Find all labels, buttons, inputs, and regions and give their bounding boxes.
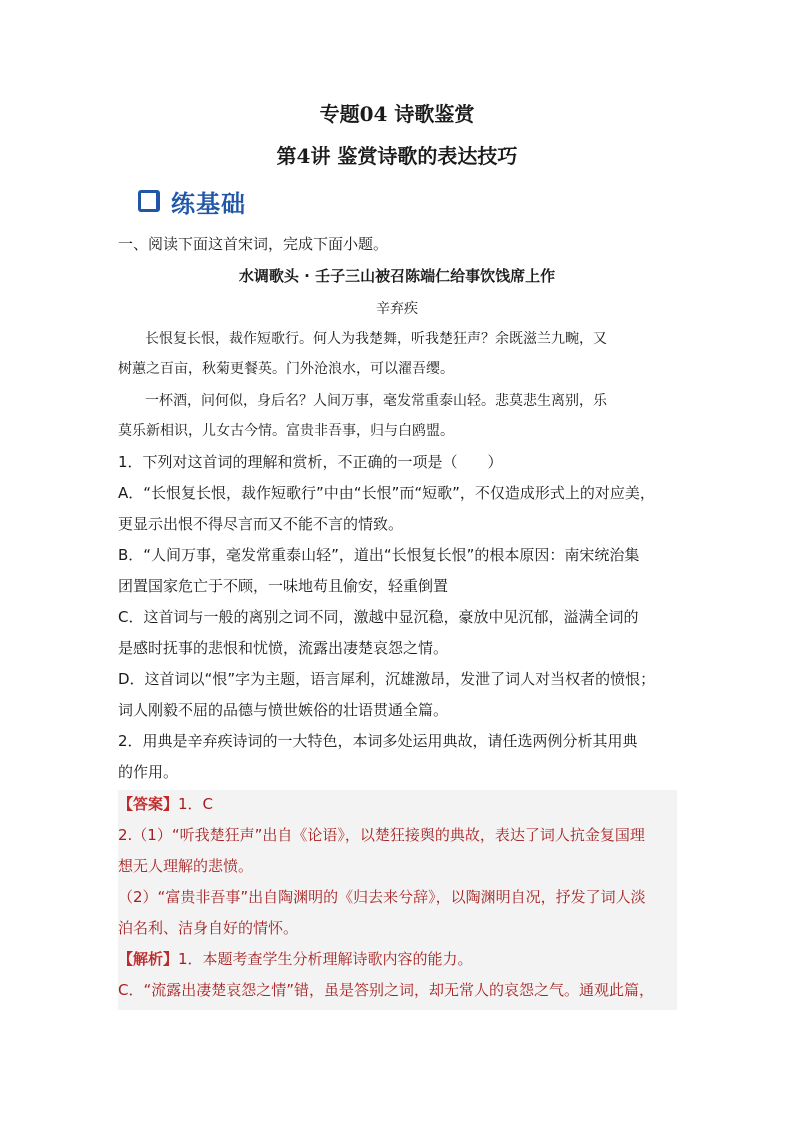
book-icon <box>137 189 161 213</box>
analysis-line <box>118 949 678 969</box>
option-d-cont: 词人刚毅不屈的品德与愤世嫉俗的壮语贯通全篇。 <box>118 701 449 719</box>
section-label: 练基础 <box>171 189 246 218</box>
option-a-cont: 更显示出恨不得尽言而又不能不言的情致。 <box>118 515 404 533</box>
answer-2-line-cont: 想无人理解的悲愤。 <box>118 857 254 875</box>
option-b-cont: 团置国家危亡于不顾，一味地苟且偷安，轻重倒置 <box>118 577 449 595</box>
analysis-tag: 【解析】 <box>118 950 179 968</box>
answer-2b-line: （2）“富贵非吾事”出自陶渊明的《归去来兮辞》，以陶渊明自况，抒发了词人淡 <box>118 888 646 906</box>
option-b: B．“人间万事，毫发常重泰山轻”，道出“长恨复长恨”的根本原因：南宋统治集 <box>118 546 640 564</box>
option-a: A．“长恨复长恨，裁作短歌行”中由“长恨”而“短歌”，不仅造成形式上的对应美， <box>118 484 655 502</box>
question-intro: 一、阅读下面这首宋词，完成下面小题。 <box>118 235 389 253</box>
poem-line: 长恨复长恨，裁作短歌行。何人为我楚舞，听我楚狂声？余既滋兰九畹，又 <box>145 331 607 347</box>
doc-subtitle: 第4讲 鉴赏诗歌的表达技巧 <box>276 144 518 168</box>
answer-2b-line-cont: 泊名利、洁身自好的情怀。 <box>118 919 299 937</box>
poem-line: 莫乐新相识，儿女古今情。富贵非吾事，归与白鸥盟。 <box>118 423 454 439</box>
answer-line <box>118 794 678 814</box>
poem-line: 一杯酒，问何似，身后名？人间万事，毫发常重泰山轻。悲莫悲生离别，乐 <box>145 393 607 409</box>
question-1-stem: 1．下列对这首词的理解和赏析，不正确的一项是（ ） <box>118 453 503 471</box>
analysis-line-2: C．“流露出凄楚哀怨之情”错，虽是答别之词，却无常人的哀怨之气。通观此篇， <box>118 981 655 999</box>
option-d: D．这首词以“恨”字为主题，语言犀利，沉雄激昂，发泄了词人对当权者的愤恨； <box>118 670 656 688</box>
analysis-1: 1．本题考查学生分析理解诗歌内容的能力。 <box>178 950 473 968</box>
answer-1: 1．C <box>178 795 214 813</box>
doc-title: 专题04 诗歌鉴赏 <box>319 102 475 126</box>
answer-tag: 【答案】 <box>118 795 179 813</box>
section-header <box>137 184 246 218</box>
poem-line: 树蕙之百亩，秋菊更餐英。门外沧浪水，可以濯吾缨。 <box>118 361 454 377</box>
poem-title: 水调歌头 · 壬子三山被召陈端仁给事饮饯席上作 <box>238 267 556 285</box>
question-2-stem-cont: 的作用。 <box>118 763 179 781</box>
option-c: C．这首词与一般的离别之词不同，激越中显沉稳，豪放中见沉郁，溢满全词的 <box>118 608 639 626</box>
poem-author: 辛弃疾 <box>376 301 418 317</box>
question-2-stem: 2．用典是辛弃疾诗词的一大特色，本词多处运用典故，请任选两例分析其用典 <box>118 732 638 750</box>
option-c-cont: 是感时抚事的悲恨和忧愤，流露出凄楚哀怨之情。 <box>118 639 449 657</box>
answer-2-line: 2.（1）“听我楚狂声”出自《论语》，以楚狂接舆的典故，表达了词人抗金复国理 <box>118 826 645 844</box>
